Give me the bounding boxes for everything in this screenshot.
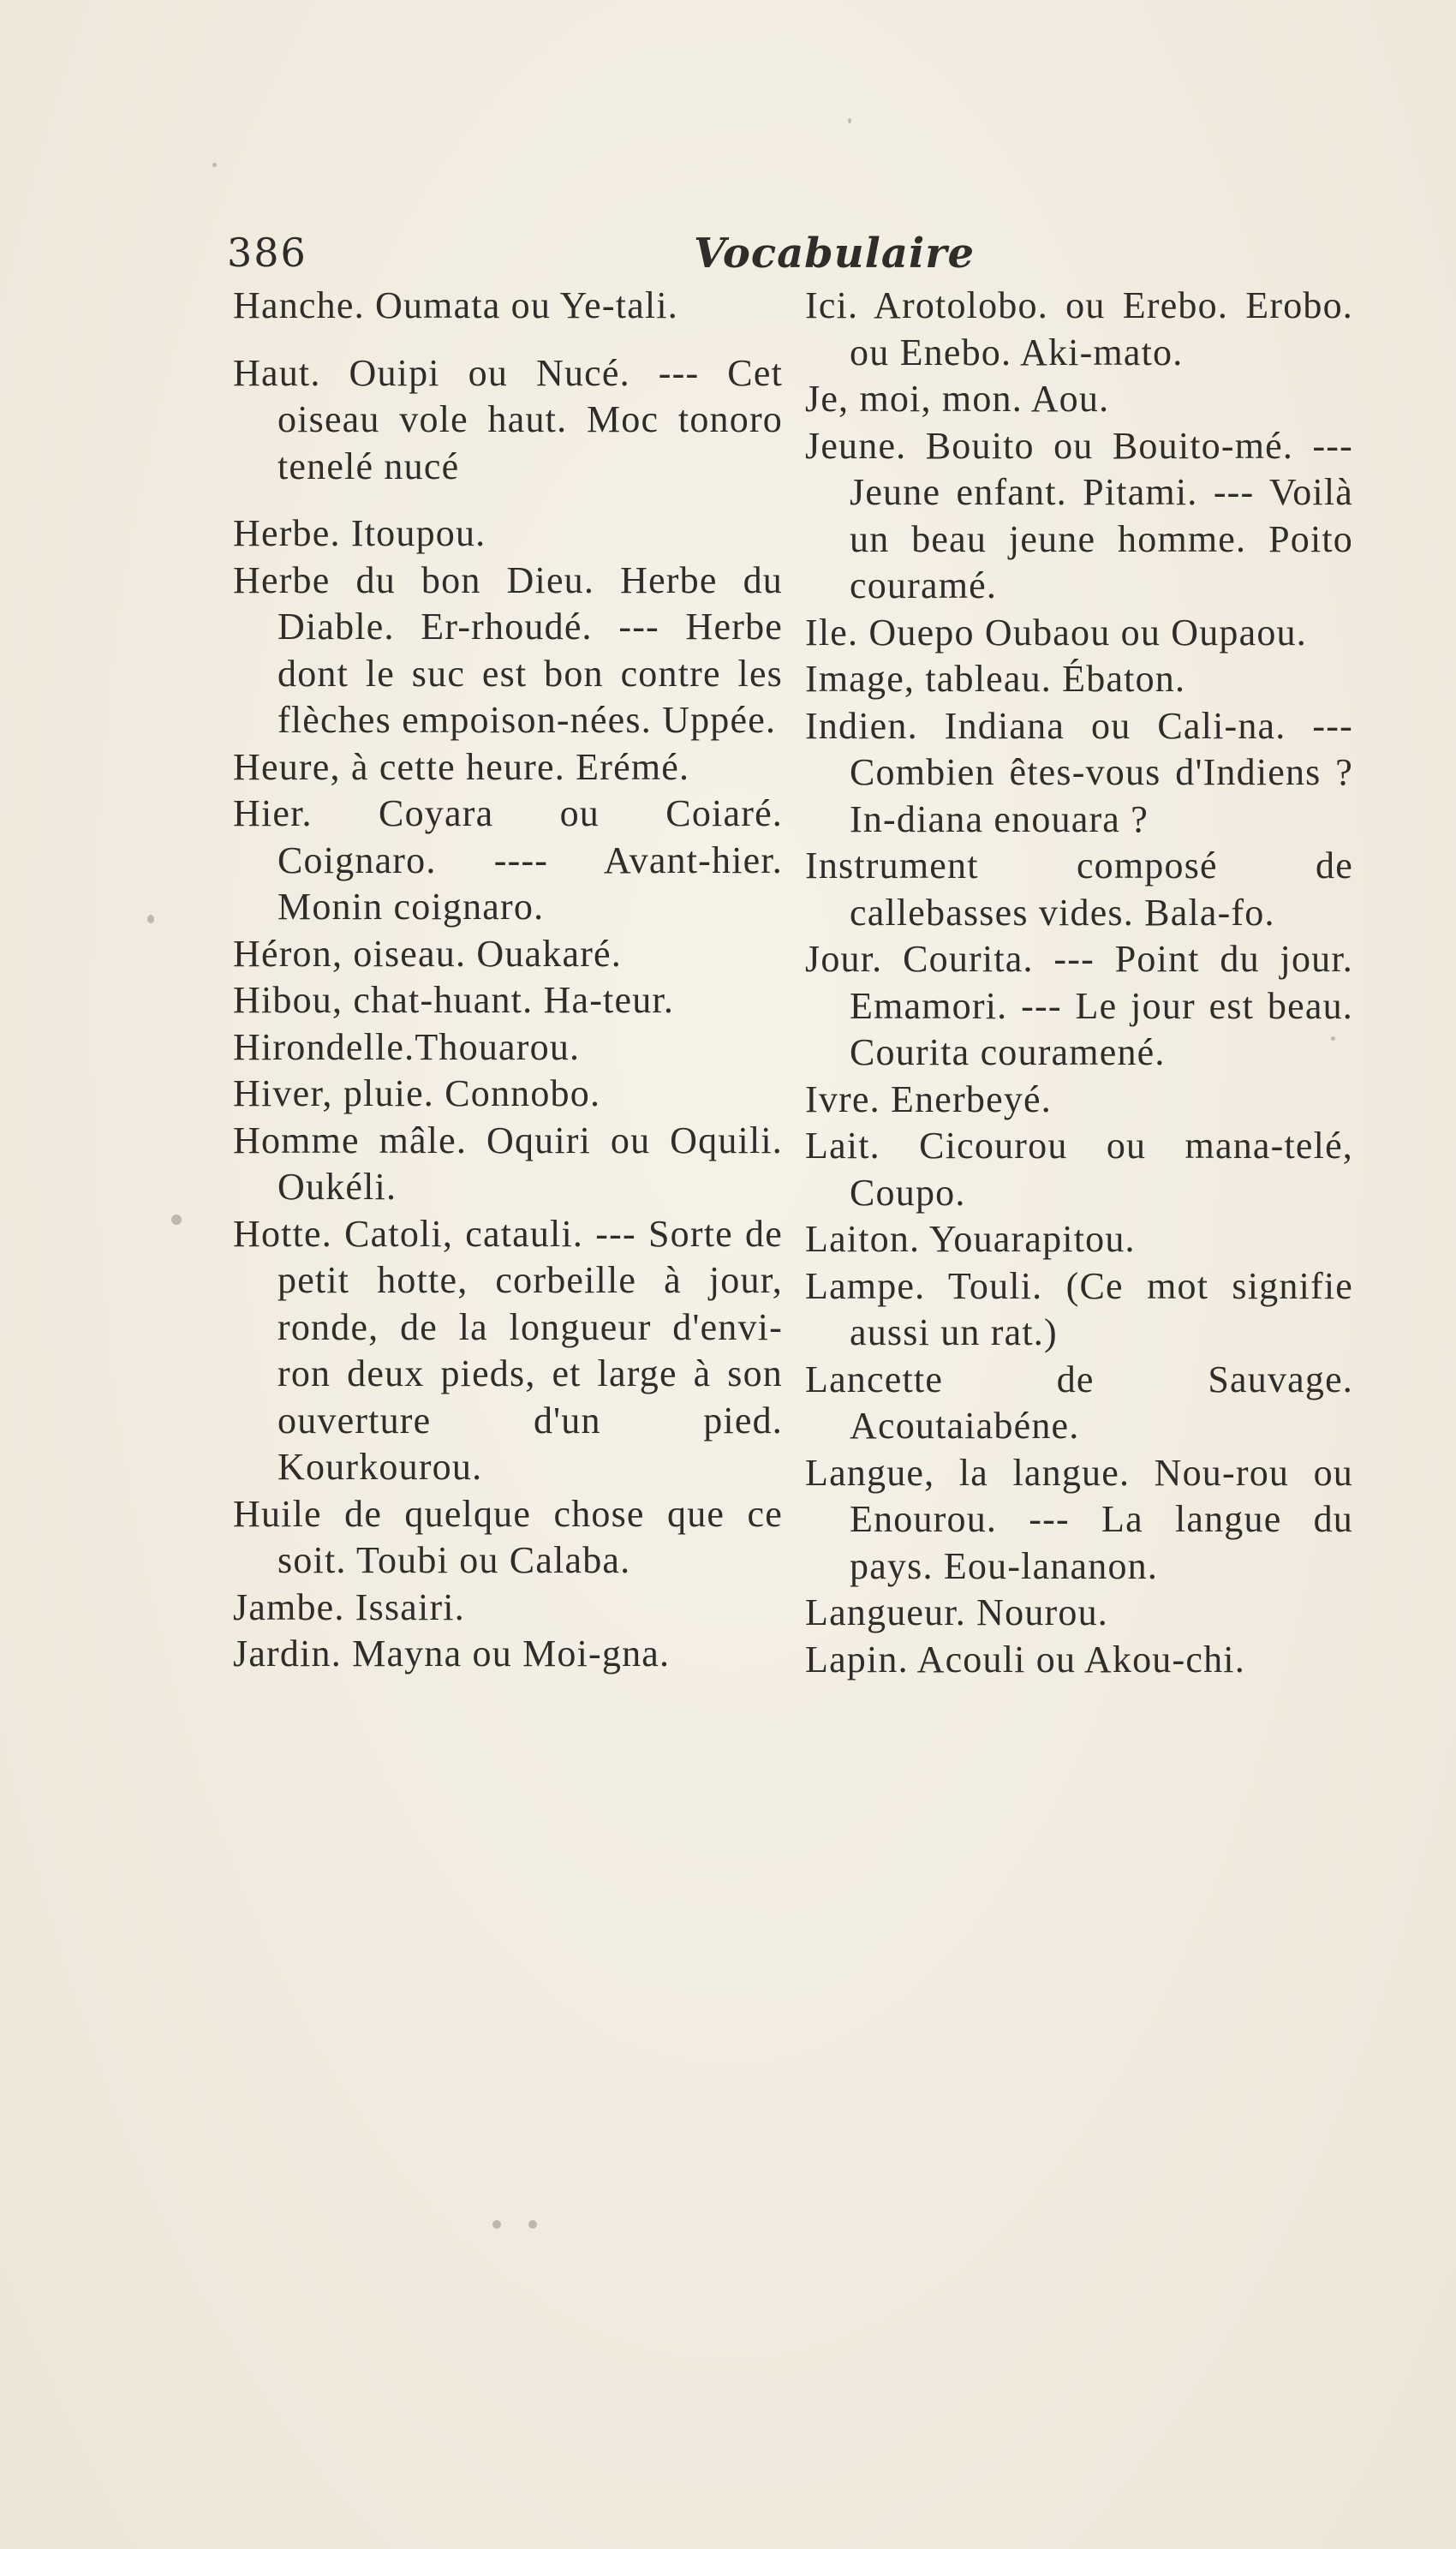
dictionary-entry: Hanche. Oumata ou Ye-tali. <box>233 284 678 326</box>
dictionary-entry: Image, tableau. Ébaton. <box>805 658 1186 700</box>
dictionary-entry: Langue, la langue. Nou-rou ou Enourou. --- La langue du pays. Eou-lananon. <box>805 1451 1353 1587</box>
dictionary-entry: Je, moi, mon. Aou. <box>805 378 1110 420</box>
dictionary-entry: Laiton. Youarapitou. <box>805 1218 1136 1260</box>
dictionary-entry: Langueur. Nourou. <box>805 1591 1108 1633</box>
dictionary-entry: Lancette de Sauvage. Acoutaiabéne. <box>805 1358 1353 1447</box>
dictionary-entry: Jambe. Issairi. <box>233 1585 465 1628</box>
dictionary-entry: Homme mâle. Oquiri ou Oquili. Oukéli. <box>233 1119 783 1208</box>
dictionary-entry: Herbe du bon Dieu. Herbe du Diable. Er-rhoudé. --- Herbe dont le suc est bon contre les flèches empoison-nées. Uppée. <box>233 558 783 741</box>
dictionary-entry: Ile. Ouepo Oubaou ou Oupaou. <box>805 611 1307 654</box>
dictionary-entry: Hibou, chat-huant. Ha-teur. <box>233 979 675 1021</box>
dictionary-entry: Ivre. Enerbeyé. <box>805 1078 1052 1120</box>
dictionary-entry: Jardin. Mayna ou Moi-gna. <box>233 1633 671 1674</box>
dictionary-entry: Huile de quelque chose que ce soit. Toubi ou Calaba. <box>233 1492 783 1581</box>
dictionary-entry: Héron, oiseau. Ouakaré. <box>233 932 622 975</box>
dictionary-entry: Instrument composé de callebasses vides. Bala-fo. <box>805 845 1353 934</box>
dictionary-entry: Lampe. Touli. (Ce mot signifie aussi un rat.) <box>805 1264 1353 1353</box>
page-header <box>227 230 1340 290</box>
dictionary-entry: Hier. Coyara ou Coiaré. Coignaro. ---- Avant-hier. Monin coignaro. <box>233 792 783 928</box>
left-column <box>233 283 783 1678</box>
dictionary-entry: Hiver, pluie. Connobo. <box>233 1072 601 1114</box>
dictionary-entry: Lait. Cicourou ou mana-telé, Coupo. <box>805 1125 1353 1214</box>
dictionary-entry: Herbe. Itoupou. <box>233 512 486 554</box>
dictionary-entry: Lapin. Acouli ou Akou-chi. <box>805 1638 1245 1680</box>
dictionary-entry: Hirondelle.Thouarou. <box>233 1025 581 1068</box>
running-title: Vocabulaire <box>694 230 976 278</box>
dictionary-entry: Hotte. Catoli, catauli. --- Sorte de petit hotte, corbeille à jour, ronde, de la longueur d'envi-ron deux pieds, et large à son ouverture d'un pied. Kourkourou. <box>233 1212 783 1488</box>
dictionary-entry: Jour. Courita. --- Point du jour. Emamori. --- Le jour est beau. Courita couramené. <box>805 938 1353 1073</box>
right-column <box>805 283 1353 1683</box>
page-number: 386 <box>227 230 307 276</box>
dictionary-entry: Haut. Ouipi ou Nucé. --- Cet oiseau vole haut. Moc tonoro tenelé nucé <box>233 351 783 487</box>
dictionary-entry: Indien. Indiana ou Cali-na. --- Combien êtes-vous d'Indiens ? In-diana enouara ? <box>805 704 1353 840</box>
dictionary-entry: Heure, à cette heure. Erémé. <box>233 745 690 788</box>
dictionary-entry: Jeune. Bouito ou Bouito-mé. --- Jeune enfant. Pitami. --- Voilà un beau jeune homme. Poito couramé. <box>805 424 1353 606</box>
dictionary-entry: Ici. Arotolobo. ou Erebo. Erobo. ou Enebo. Aki-mato. <box>805 284 1353 373</box>
